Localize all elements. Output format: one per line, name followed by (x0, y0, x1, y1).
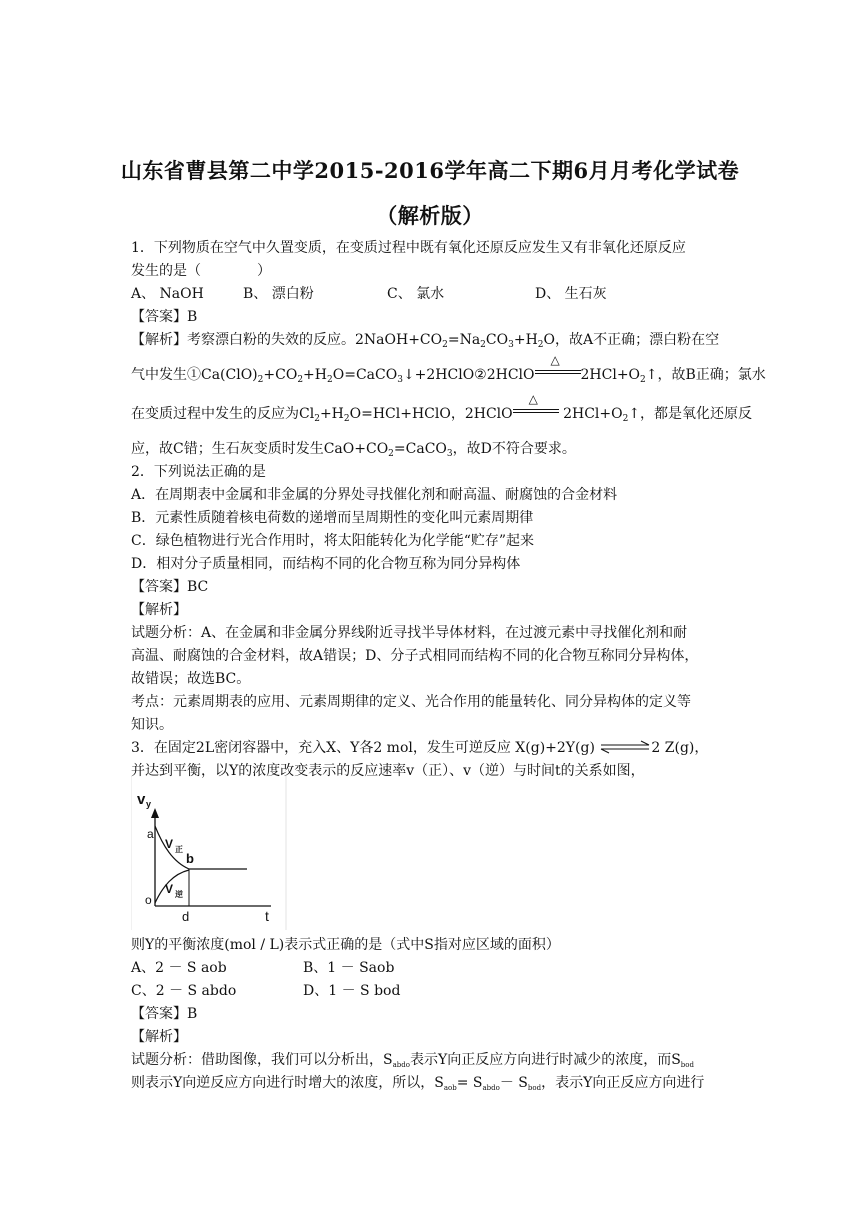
y-axis-label: v (137, 791, 146, 808)
q3-stem-line1: 3．在固定2L密闭容器中，充入X、Y各2 mol，发生可逆反应 X(g)+2Y(g) 2 Z(g)， (131, 740, 709, 756)
forward-rate-label: V (165, 837, 174, 851)
q3-option-a: A、2 － S aob (131, 960, 227, 976)
q3-answer: 【答案】B (131, 1006, 198, 1022)
q3-stem-line2: 并达到平衡，以Y的浓度改变表示的反应速率v（正）、v（逆）与时间t的关系如图， (131, 763, 645, 779)
rate-time-graph-svg (131, 776, 287, 930)
reverse-rate-label-sub: 逆 (175, 890, 183, 899)
point-o-label: o (145, 893, 152, 907)
q3-question: 则Y的平衡浓度(mol / L)表示式正确的是（式中S指对应区域的面积） (131, 937, 560, 953)
q3-analysis-heading: 【解析】 (131, 1029, 187, 1045)
q3-option-d: D、1 － S bod (303, 983, 401, 999)
q1-option-b: B、 漂白粉 (243, 286, 314, 302)
q3-options-row2 (131, 982, 741, 1000)
q1-option-d: D、 生石灰 (535, 286, 607, 302)
y-axis-label-sub: y (146, 799, 152, 809)
point-d-label: d (182, 909, 190, 924)
q2-keypoints-line2: 知识。 (131, 717, 173, 733)
q1-stem-line1: 1．下列物质在空气中久置变质，在变质过程中既有氧化还原反应发生又有非氧化还原反应 (131, 240, 686, 256)
q2-analysis-heading: 【解析】 (131, 602, 187, 618)
rate-time-graph (131, 776, 287, 930)
q3-options-row1 (131, 959, 741, 977)
q1-answer: 【答案】B (131, 309, 198, 325)
page-title: 山东省曹县第二中学2015-2016学年高二下期6月月考化学试卷 (120, 158, 740, 183)
point-b-label: b (186, 851, 194, 866)
q2-keypoints-line1: 考点：元素周期表的应用、元素周期律的定义、光合作用的能量转化、同分异构体的定义等 (131, 694, 691, 710)
page-subtitle: （解析版） (376, 203, 484, 228)
q1-option-a: A、 NaOH (131, 286, 204, 302)
q3-option-c: C、2 － S abdo (131, 983, 237, 999)
q1-options (131, 285, 741, 303)
q2-option-a: A．在周期表中金属和非金属的分界处寻找催化剂和耐高温、耐腐蚀的合金材料 (131, 487, 618, 503)
point-a-label: a (147, 827, 154, 841)
q2-option-c: C．绿色植物进行光合作用时，将太阳能转化为化学能“贮存”起来 (131, 533, 535, 549)
forward-rate-label-sub: 正 (175, 845, 183, 854)
q3-analysis-line2: 则表示Y向逆反应方向进行时增大的浓度，所以，$S_{aob}= S_{abdo}- S_{bod}$，表示Y向正反应方向进行 (131, 1075, 705, 1092)
x-axis-label: t (265, 908, 269, 924)
y-axis-arrow-icon (151, 808, 159, 818)
heat-equal-sign: △ (513, 405, 559, 417)
reversible-arrow-icon (599, 740, 651, 754)
heat-equal-sign: △ (535, 366, 581, 378)
q1-explanation-line2: 气中发生$①Ca(ClO)_2+CO_2+H_2O=CaCO_3↓+2HClO②2HClO$ △ $2HCl+O_2↑$，故B正确；氯水 (131, 353, 766, 385)
q3-analysis-line1: 试题分析：借助图像，我们可以分析出，$S_{abdo}$表示Y向正反应方向进行时减少的浓度，而$S_{bod}$ (131, 1052, 694, 1069)
q2-answer: 【答案】BC (131, 579, 209, 595)
q2-analysis-line1: 试题分析：A、在金属和非金属分界线附近寻找半导体材料，在过渡元素中寻找催化剂和耐 (131, 625, 688, 641)
q1-explanation-line3: 在变质过程中发生的反应为$Cl_2+H_2O=HCl+HClO$，2HClO △ $2HCl+O_2↑$，都是氧化还原反 (131, 392, 753, 424)
q3-option-b: B、1 － Saob (303, 960, 395, 976)
q2-stem: 2．下列说法正确的是 (131, 464, 266, 480)
reverse-rate-label: V (165, 882, 174, 896)
q2-option-d: D．相对分子质量相同，而结构不同的化合物互称为同分异构体 (131, 556, 521, 572)
q2-analysis-line2: 高温、耐腐蚀的合金材料，故A错误；D、分子式相同而结构不同的化合物互称同分异构体， (131, 648, 699, 664)
q1-option-c: C、 氯水 (387, 286, 445, 302)
q1-stem-line2: 发生的是（ ） (131, 263, 271, 279)
q1-explanation-line1: 【解析】考察漂白粉的失效的反应。$2NaOH+CO_2=Na_2CO_3+H_2O$，故A不正确；漂白粉在空 (131, 332, 720, 350)
q2-analysis-line3: 故错误；故选BC。 (131, 671, 251, 687)
q1-explanation-line4: 应，故C错；生石灰变质时发生$CaO+CO_2=CaCO_3$，故D不符合要求。 (131, 441, 576, 459)
q2-option-b: B．元素性质随着核电荷数的递增而呈周期性的变化叫元素周期律 (131, 510, 534, 526)
